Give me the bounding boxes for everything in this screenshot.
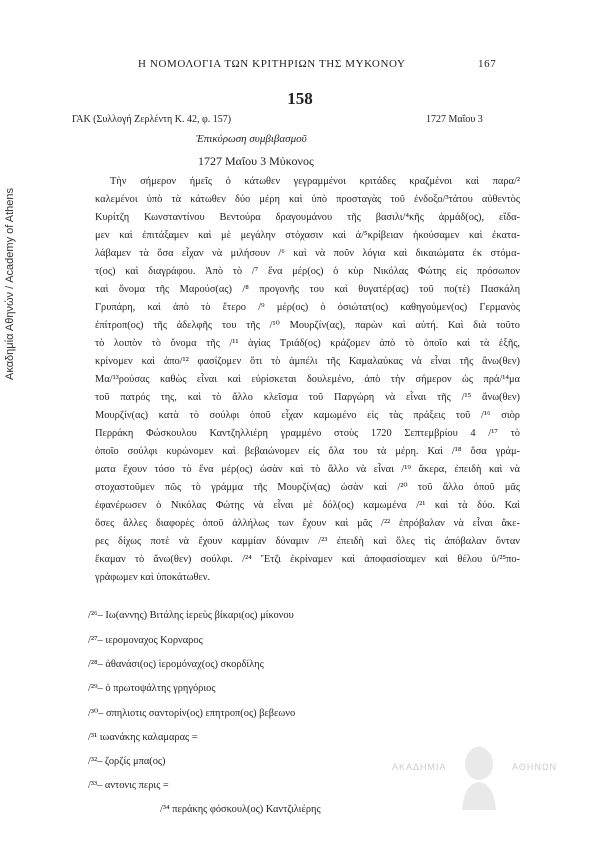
body-line: γράφωμεν καὶ ὑποκάτωθεν.: [95, 572, 211, 583]
body-line: καὶ ὄνομα τῆς Μαρούσ(ας) /⁸ προγονῆς του καὶ θυγατέρ(ας) τοῦ πο(τὲ) Πασκάλη: [95, 284, 520, 295]
body-line: ἔκαμαν τὸ ἄνω(θεν) σούλφι. /²⁴ Ἔτζι ἐκρίναμεν καὶ ἀποφασίσαμεν καὶ θέλου ὑ/²⁵πο-: [95, 554, 520, 565]
document-subtitle: Ἐπικύρωση συμβιβασμοῦ: [196, 133, 307, 145]
body-line: τὸ λοιπὸν τὸ ὄνομα τῆς /¹¹ ἁγίας Τριάδ(ος) κράζομεν ἀπὸ τὸ ὁποῖο καὶ τὰ ἑξῆς,: [95, 338, 520, 349]
academy-watermark-text: ΑΘΗΝΩΝ: [512, 762, 558, 772]
signature-line: /³⁰– σπηλιοτις σαντορίν(ος) επητροπ(ος) βεβεωνο: [88, 708, 296, 719]
heading-date: 1727 Μαΐου 3 Μύκονος: [198, 154, 314, 168]
body-line: ρες δίχως ποτὲ νὰ ἔχουν καμμίαν δύναμιν /²³ ἐπειδὴ καὶ ὅλες τὶς ἀπόβαλαν ὄνταν: [95, 536, 520, 547]
body-line: Μα/¹³ρούσας καθὼς εἶναι καὶ εὑρίσκεται δουλεμένο, ἀπὸ τὴν σήμερον ὡς πρά/¹⁴μα: [95, 374, 520, 385]
side-note-text: Ακαδημία Αθηνών / Academy of Athens: [4, 187, 16, 380]
body-line: ἐφανέρωσεν ὁ Νικόλας Φώτης νὰ εἶναι μὲ δόλ(ος) καμωμένα /²¹ καὶ τὰ δύο. Καὶ: [95, 500, 520, 511]
signature-line: /³⁴ περάκης φόσκουλ(ος) Καντζιλιέρης: [160, 804, 321, 815]
signature-line: /²⁶– Ιω(αννης) Βιτάλης ἱερεὺς βίκαρι(ος) μίκονου: [88, 610, 294, 621]
body-line: τ(ος) καὶ διαγράφου. Ἀπὸ τὸ /⁷ ἕνα μέρ(ος) ὁ κὺρ Νικόλας Φώτης εἰς πρόσωπον: [95, 266, 520, 277]
signature-line: /²⁸– ἀθανάσι(ος) ἱερομόναχ(ος) σκορδίλης: [88, 659, 264, 670]
signature-line: /²⁷– ιερομοναχος Κορναρος: [88, 635, 203, 646]
body-line: ὅσες ἄλλες διαφορὲς ὁποῦ ἀλλήλως των ἔχουν καὶ μᾶς /²² ἐπρόβαλαν νὰ εἶναι ἄκε-: [95, 518, 520, 529]
academy-watermark-text: ΑΚΑΔΗΜΙΑ: [392, 762, 447, 772]
document-number: 158: [287, 89, 313, 108]
signature-line: /²⁹– ὁ πρωτοψάλτης γρηγόριος: [88, 683, 216, 694]
page-number: 167: [478, 58, 497, 70]
signature-line: /³¹ ιωανάκης καλαμαρας =: [88, 732, 198, 743]
body-line: λάβαμεν τὰ ὅσα εἶχαν νὰ μιλήσουν /⁶ καὶ νὰ ποῦν λόγια καὶ δικαιώματα ἐκ στόμα-: [95, 248, 520, 259]
body-line: Γρυπάρη, καὶ ἀπὸ τὸ ἕτερο /⁹ μέρ(ος) ὁ ὁσιώτατ(ος) καθηγούμεν(ος) Γερμανὸς: [95, 302, 520, 313]
body-line: Μουρζίν(ας) κατὰ τὸ σούλφι ὁποῦ εἶχαν καμωμένο εἰς τὰς πράξεις τοῦ /¹⁶ σιὸρ: [95, 410, 520, 421]
body-line: ματα ἔχουν τόσο τὸ ἕνα μέρ(ος) ὡσὰν καὶ τὸ ἄλλο νὰ εἶναι /¹⁹ ἄκερα, ἐπειδὴ καὶ νὰ: [95, 464, 520, 475]
body-line: ἐπίτροπ(ος) τῆς ἀδελφῆς του τῆς /¹⁰ Μουρζίν(ας), παρὼν καὶ αὐτή. Καὶ διὰ τοῦτο: [95, 320, 520, 331]
document-source: ΓΑΚ (Συλλογή Ζερλέντη Κ. 42, φ. 157): [72, 114, 232, 125]
academy-seal-watermark-icon: [450, 742, 508, 812]
body-line: Τὴν σήμερον ἡμεῖς ὁ κάτωθεν γεγραμμένοι κριτάδες κραζμένοι καὶ παρα/²: [110, 176, 520, 187]
body-line: μεν καὶ ἐπιτάξαμεν καὶ μὲ μεγάλην στόχασιν καὶ ἀ/⁵κρίβειαν ἠκούσαμεν καὶ ἐκατα-: [95, 230, 520, 241]
document-date: 1727 Μαΐου 3: [426, 114, 483, 125]
body-line: στοχαστοῦμεν πῶς τὸ γράμμα τῆς Μουρζίν(ας) ὡσὰν καὶ /²⁰ τοῦ ἄλλο ὁποῦ μᾶς: [95, 482, 520, 493]
signature-line: /³³– αντονις περις =: [88, 780, 169, 791]
running-title: Η ΝΟΜΟΛΟΓΙΑ ΤΩΝ ΚΡΙΤΗΡΙΩΝ ΤΗΣ ΜΥΚΟΝΟΥ: [138, 58, 406, 70]
body-line: Κυρίτζη Κωνσταντίνου Βεντούρα δραγουμάνου τῆς βασιλι/⁴κῆς ἀρμάδ(ος), εἴδα-: [95, 212, 520, 223]
body-line: Περράκη Φώσκουλου Καντζηλλιέρη γραμμένο στοὺς 1720 Σεπτεμβρίου 4 /¹⁷ τὸ: [95, 428, 520, 439]
signature-line: /³²– ζορζίς μπα(ος): [88, 756, 166, 767]
body-line: ὁποῖο σούλφι κυρώνομεν καὶ βεβαιώνομεν εἰς ὅλα του τὰ μέρη. Καὶ /¹⁸ ὅσα γράμ-: [95, 446, 520, 457]
body-line: καλεμένοι ὑπὸ τὰ κάτωθεν δύο μέρη καὶ ὑπὸ προσταγὰς τοῦ ἐνδοξο/³τάτου αὐθεντὸς: [95, 194, 520, 205]
body-line: τοῦ πατρός της, καὶ τὸ ἄλλο κλεῖσμα τοῦ Παργώρη νὰ εἶναι τῆς /¹⁵ ἄνω(θεν): [95, 392, 520, 403]
body-line: κρίνομεν καὶ ἀπο/¹² φασίζομεν ὅτι τὸ ἀμπέλι τῆς Καμαλαύκας νὰ εἶναι τῆς ἄνω(θεν): [95, 356, 520, 367]
